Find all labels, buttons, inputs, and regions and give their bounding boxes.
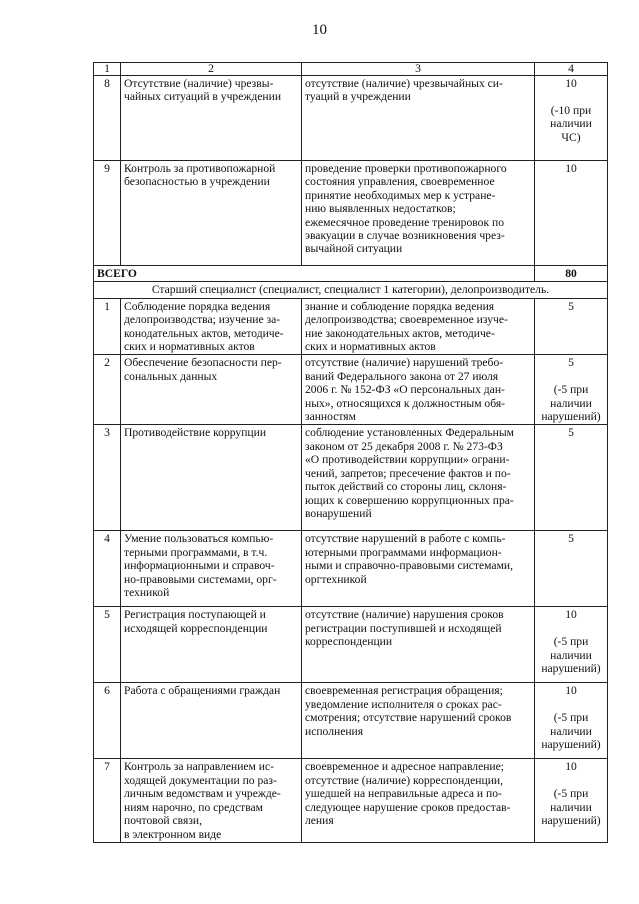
total-value: 80: [535, 266, 608, 282]
criteria-cell: соблюдение установленных Федеральным законом от 25 декабря 2008 г. № 273-ФЗ «О противодействии коррупции» ограни- чений, запретов; пресечение фактов и по- пыток действий со стороны лиц, склоня- ющих к совершению коррупционных пра- вонарушений: [302, 425, 535, 531]
row-number: 3: [94, 425, 121, 531]
table-row: [94, 425, 608, 531]
table-row: [94, 531, 608, 607]
column-number-1: 1: [94, 63, 121, 76]
criteria-cell: своевременное и адресное направление; отсутствие (наличие) корреспонденции, ушедшей на неправильные адреса и по- следующее нарушение сроков предостав- ления: [302, 759, 535, 842]
row-number: 9: [94, 161, 121, 266]
indicator-cell: Соблюдение порядка ведения делопроизводства; изучение за- конодательных актов, методиче- ских и нормативных актов: [121, 298, 302, 355]
table-row: [94, 161, 608, 266]
row-number: 6: [94, 683, 121, 759]
row-number: 8: [94, 76, 121, 161]
criteria-cell: своевременная регистрация обращения; уведомление исполнителя о сроках рас- смотрения; отсутствие нарушений сроков исполнения: [302, 683, 535, 759]
row-number: 2: [94, 355, 121, 425]
table-row: [94, 607, 608, 683]
column-number-2: 2: [121, 63, 302, 76]
row-number: 5: [94, 607, 121, 683]
score-cell: 10 (-5 при наличии нарушений): [535, 759, 608, 842]
indicator-cell: Регистрация поступающей и исходящей корреспонденции: [121, 607, 302, 683]
total-row: [94, 266, 608, 282]
column-number-4: 4: [535, 63, 608, 76]
criteria-table: [93, 62, 608, 843]
score-cell: 10: [535, 161, 608, 266]
row-number: 1: [94, 298, 121, 355]
indicator-cell: Умение пользоваться компью- терными программами, в т.ч. информационными и справоч- но-правовыми системами, орг- техникой: [121, 531, 302, 607]
score-cell: 5 (-5 при наличии нарушений): [535, 355, 608, 425]
table-row: [94, 76, 608, 161]
criteria-cell: проведение проверки противопожарного состояния управления, своевременное принятие необходимых мер к устране- нию выявленных недостатков; ежемесячное проведение тренировок по эвакуации в случае возникновения чрез- вычайной ситуации: [302, 161, 535, 266]
indicator-cell: Контроль за направлением ис- ходящей документации по раз- личным ведомствам и учрежде- ниям нарочно, по средствам почтовой связи, в электронном виде: [121, 759, 302, 842]
table-row: [94, 683, 608, 759]
indicator-cell: Обеспечение безопасности пер- сональных данных: [121, 355, 302, 425]
score-cell: 10 (-5 при наличии нарушений): [535, 607, 608, 683]
table-row: [94, 298, 608, 355]
criteria-cell: отсутствие (наличие) нарушений требо- ваний Федерального закона от 27 июля 2006 г. № 152-ФЗ «О персональных дан- ных», относящихся к должностным обя- занностям: [302, 355, 535, 425]
row-number: 4: [94, 531, 121, 607]
table-row: [94, 759, 608, 842]
indicator-cell: Противодействие коррупции: [121, 425, 302, 531]
score-cell: 5: [535, 531, 608, 607]
indicator-cell: Контроль за противопожарной безопасностью в учреждении: [121, 161, 302, 266]
score-cell: 10 (-5 при наличии нарушений): [535, 683, 608, 759]
criteria-cell: отсутствие нарушений в работе с компь- ютерными программами информацион- ными и справочно-правовыми системами, оргтехникой: [302, 531, 535, 607]
row-number: 7: [94, 759, 121, 842]
table-header-row: [94, 63, 608, 76]
criteria-cell: отсутствие (наличие) чрезвычайных си- туаций в учреждении: [302, 76, 535, 161]
score-cell: 10 (-10 при наличии ЧС): [535, 76, 608, 161]
page-number: 10: [312, 22, 327, 38]
section-title: Старший специалист (специалист, специалист 1 категории), делопроизводитель.: [94, 282, 608, 298]
indicator-cell: Отсутствие (наличие) чрезвы- чайных ситуаций в учреждении: [121, 76, 302, 161]
column-number-3: 3: [302, 63, 535, 76]
criteria-cell: отсутствие (наличие) нарушения сроков регистрации поступившей и исходящей корреспонденции: [302, 607, 535, 683]
criteria-cell: знание и соблюдение порядка ведения делопроизводства; своевременное изуче- ние законодательных актов, методиче- ских и нормативных актов: [302, 298, 535, 355]
table-row: [94, 355, 608, 425]
total-label: ВСЕГО: [94, 266, 535, 282]
score-cell: 5: [535, 298, 608, 355]
indicator-cell: Работа с обращениями граждан: [121, 683, 302, 759]
score-cell: 5: [535, 425, 608, 531]
section-header-row: [94, 282, 608, 298]
